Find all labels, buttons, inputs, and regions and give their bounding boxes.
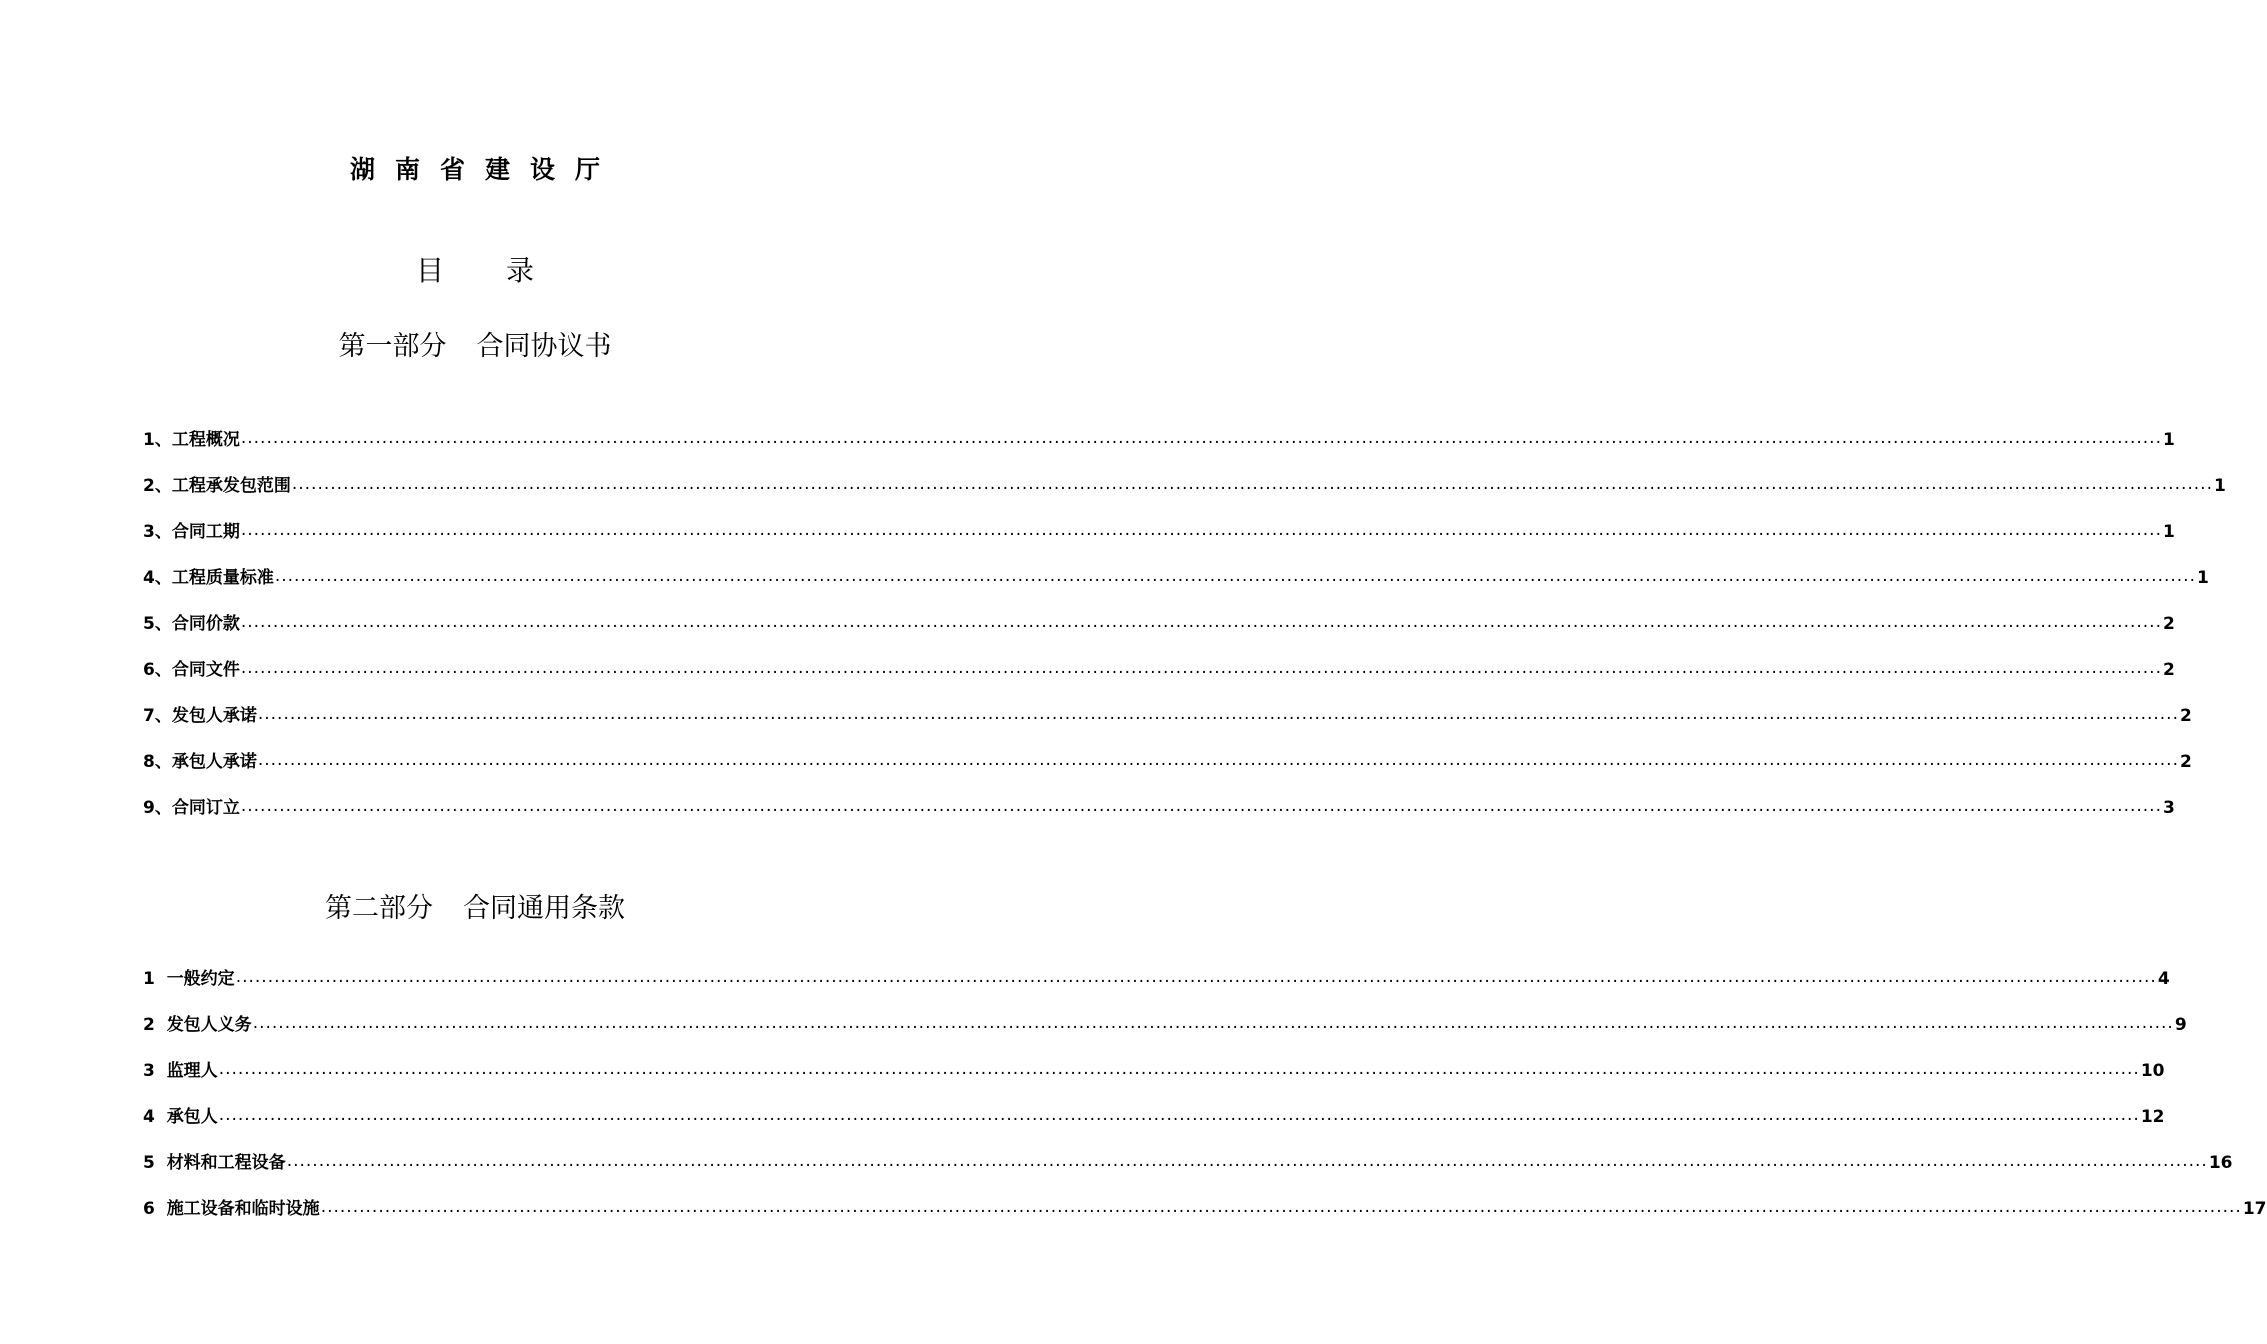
toc-dot-leader: ............................................................................................................................................................................................................................................................................................................ (320, 1197, 2242, 1217)
toc-entry[interactable] (143, 1057, 2165, 1081)
toc-entry-number: 3 (143, 522, 155, 542)
toc-entry-separator: 、 (154, 476, 172, 496)
toc-dot-leader: ............................................................................................................................................................................................................................................................................................................ (240, 658, 2162, 678)
toc-entry-number: 6 (143, 660, 155, 680)
toc-entry[interactable] (143, 518, 2175, 542)
organization-title: 湖南省建设厅 (349, 155, 620, 184)
toc-entry-page-number: 12 (2140, 1107, 2165, 1127)
toc-entry[interactable] (143, 1011, 2187, 1035)
toc-dot-leader: ............................................................................................................................................................................................................................................................................................................ (252, 1013, 2174, 1033)
toc-entry-number: 6 (143, 1199, 155, 1219)
toc-entry-number: 7 (143, 706, 155, 726)
toc-entry-separator: 、 (154, 660, 172, 680)
toc-entry-label: 工程概况 (171, 430, 240, 450)
toc-entry-number: 4 (143, 568, 155, 588)
toc-entry[interactable] (143, 610, 2175, 634)
toc-entry[interactable] (143, 794, 2175, 818)
toc-dot-leader: ............................................................................................................................................................................................................................................................................................................ (291, 474, 2213, 494)
toc-entry-number: 2 (143, 1015, 155, 1035)
toc-entry-number: 5 (143, 1153, 155, 1173)
part1-heading-part: 第一部分 (338, 331, 447, 362)
toc-entry-label: 工程承发包范围 (171, 476, 291, 496)
toc-entry-label: 承包人承诺 (171, 752, 257, 772)
toc-entry-number: 9 (143, 798, 155, 818)
toc-entry-separator (155, 1061, 167, 1081)
toc-entry-page-number: 2 (2163, 614, 2175, 634)
toc-entry-label: 材料和工程设备 (166, 1153, 286, 1173)
toc-entry-separator (155, 1015, 167, 1035)
part1-heading-name: 合同协议书 (476, 331, 612, 362)
toc-entry-number: 2 (143, 476, 155, 496)
toc-entry-page-number: 1 (2214, 476, 2226, 496)
toc-entry-number: 5 (143, 614, 155, 634)
toc-dot-leader: ............................................................................................................................................................................................................................................................................................................ (218, 1105, 2140, 1125)
toc-entry[interactable] (143, 748, 2192, 772)
toc-entry[interactable] (143, 965, 2170, 989)
part1-heading (0, 324, 950, 363)
toc-entry-page-number: 2 (2163, 660, 2175, 680)
toc-entry-number: 1 (143, 430, 155, 450)
toc-entry-separator: 、 (154, 522, 172, 542)
toc-dot-leader: ............................................................................................................................................................................................................................................................................................................ (286, 1151, 2208, 1171)
toc-title-left: 目 (415, 254, 444, 287)
toc-entry-label: 承包人 (166, 1107, 218, 1127)
toc-dot-leader: ............................................................................................................................................................................................................................................................................................................ (218, 1059, 2140, 1079)
toc-entry-label: 合同文件 (171, 660, 240, 680)
toc-entry-label: 一般约定 (166, 969, 235, 989)
toc-entry-page-number: 1 (2197, 568, 2209, 588)
toc-entry-page-number: 16 (2208, 1153, 2233, 1173)
toc-entry-page-number: 17 (2242, 1199, 2267, 1219)
toc-entry-page-number: 10 (2140, 1061, 2165, 1081)
toc-dot-leader: ............................................................................................................................................................................................................................................................................................................ (240, 520, 2162, 540)
toc-entry-label: 合同工期 (171, 522, 240, 542)
toc-entry[interactable] (143, 656, 2175, 680)
toc-dot-leader: ............................................................................................................................................................................................................................................................................................................ (257, 750, 2179, 770)
toc-entry-label: 监理人 (166, 1061, 218, 1081)
toc-entry-page-number: 1 (2163, 522, 2175, 542)
toc-entry-page-number: 2 (2180, 752, 2192, 772)
toc-entry-separator: 、 (154, 614, 172, 634)
toc-entry-number: 8 (143, 752, 155, 772)
toc-entry-page-number: 3 (2163, 798, 2175, 818)
toc-entry-separator: 、 (154, 798, 172, 818)
toc-entry[interactable] (143, 702, 2192, 726)
toc-entry-page-number: 9 (2174, 1015, 2187, 1035)
toc-entry[interactable] (143, 426, 2175, 450)
toc-title (0, 249, 950, 289)
toc-entry[interactable] (143, 1195, 2267, 1219)
toc-entry[interactable] (143, 1149, 2233, 1173)
toc-title-right: 录 (506, 254, 535, 287)
toc-entry-label: 发包人义务 (166, 1015, 252, 1035)
toc-entry[interactable] (143, 564, 2209, 588)
toc-entry-number: 3 (143, 1061, 155, 1081)
toc-entry-separator (155, 1107, 167, 1127)
toc-entry-label: 合同订立 (171, 798, 240, 818)
toc-entry-separator: 、 (154, 706, 172, 726)
toc-entry-label: 工程质量标准 (171, 568, 274, 588)
toc-entry[interactable] (143, 1103, 2165, 1127)
part2-heading-name: 合同通用条款 (463, 893, 625, 924)
part2-heading (0, 886, 950, 925)
toc-entry-separator (155, 1153, 167, 1173)
toc-dot-leader: ............................................................................................................................................................................................................................................................................................................ (274, 566, 2196, 586)
toc-dot-leader: ............................................................................................................................................................................................................................................................................................................ (240, 428, 2162, 448)
toc-entry-label: 发包人承诺 (171, 706, 257, 726)
toc-entry-separator: 、 (154, 752, 172, 772)
toc-entry-label: 合同价款 (171, 614, 240, 634)
toc-entry-number: 4 (143, 1107, 155, 1127)
toc-entry-separator: 、 (154, 430, 172, 450)
toc-dot-leader: ............................................................................................................................................................................................................................................................................................................ (240, 796, 2162, 816)
toc-dot-leader: ............................................................................................................................................................................................................................................................................................................ (235, 967, 2157, 987)
toc-entry-separator (155, 1199, 167, 1219)
toc-dot-leader: ............................................................................................................................................................................................................................................................................................................ (240, 612, 2162, 632)
part2-heading-part: 第二部分 (325, 893, 433, 924)
toc-entry-number: 1 (143, 969, 155, 989)
toc-entry-separator (155, 969, 167, 989)
toc-entry-page-number: 2 (2180, 706, 2192, 726)
toc-entry-page-number: 1 (2163, 430, 2175, 450)
toc-entry-page-number: 4 (2157, 969, 2170, 989)
toc-entry-separator: 、 (154, 568, 172, 588)
toc-dot-leader: ............................................................................................................................................................................................................................................................................................................ (257, 704, 2179, 724)
toc-entry[interactable] (143, 472, 2226, 496)
toc-entry-label: 施工设备和临时设施 (166, 1199, 320, 1219)
